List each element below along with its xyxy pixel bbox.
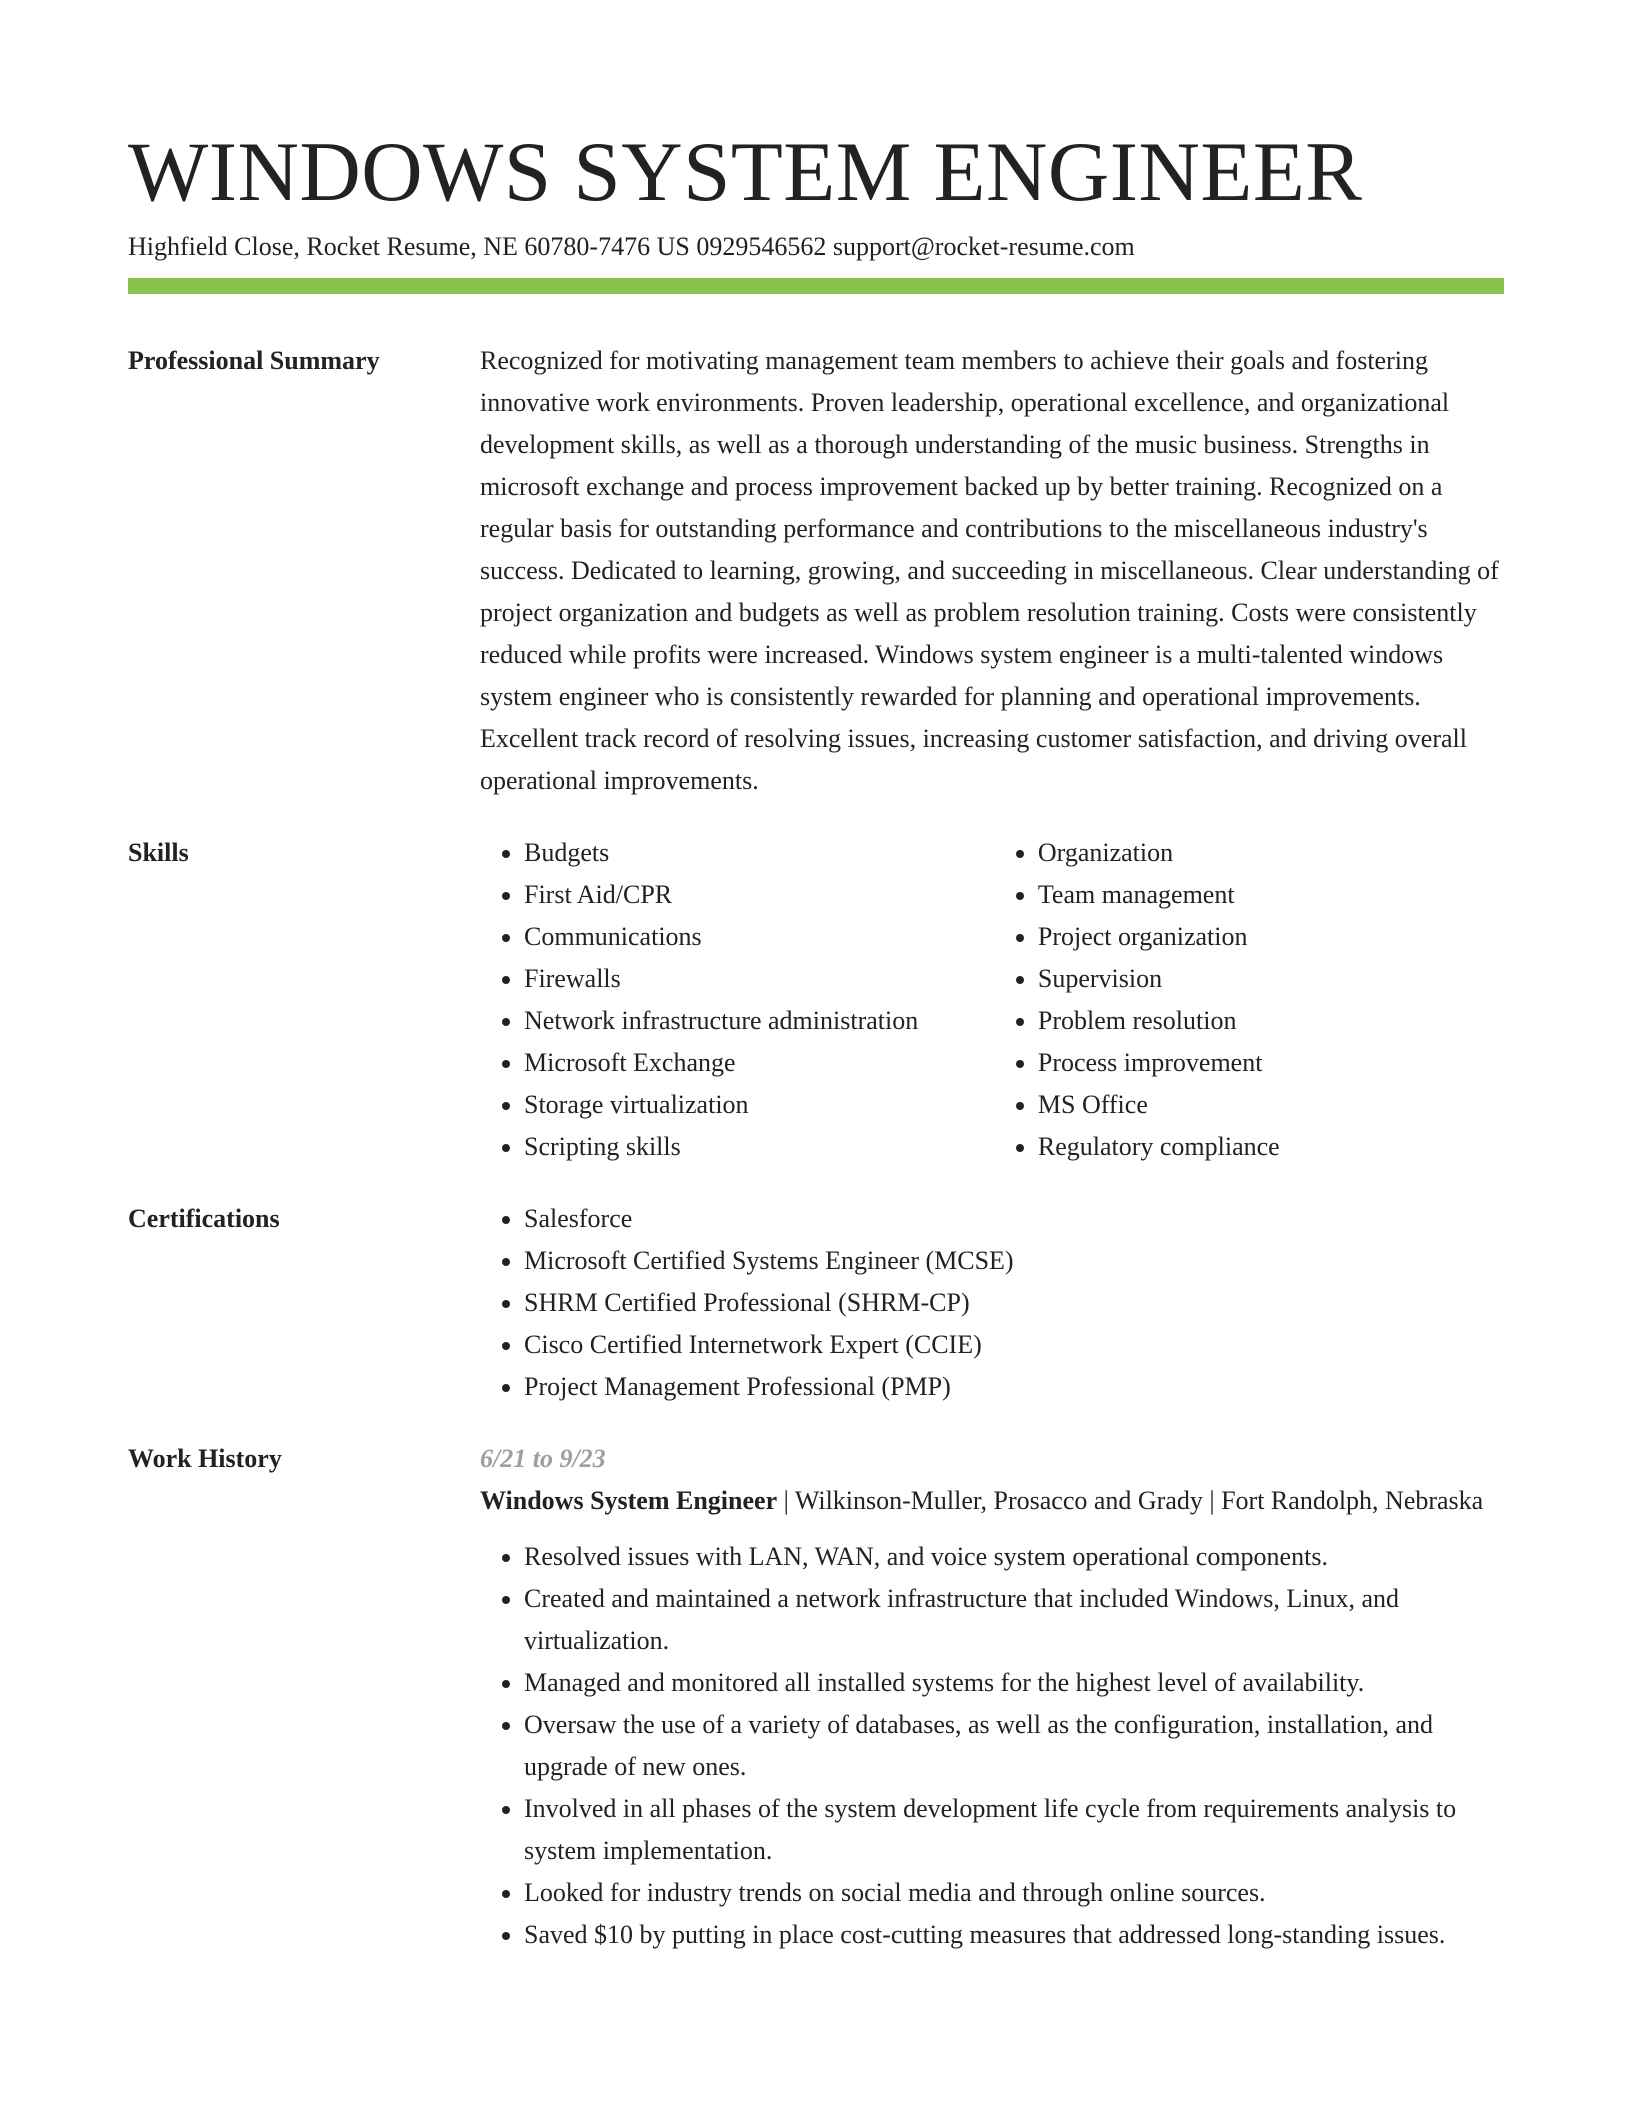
job-heading [480, 1480, 1504, 1522]
skill-item: • Storage virtualization [524, 1084, 994, 1126]
certification-item: • Project Management Professional (PMP) [524, 1366, 1504, 1408]
job-dates: 6/21 to 9/23 [480, 1444, 606, 1473]
work-history-body [480, 1438, 1504, 1956]
summary-text: Recognized for motivating management team members to achieve their goals and fostering innovative work environments. Proven leadership, operational excellence, and organizational development skills, as well as a thorough understanding of the music business. Strengths in microsoft exchange and process improvement backed up by better training. Recognized on a regular basis for outstanding performance and contributions to the miscellaneous industry's success. Dedicated to learning, growing, and succeeding in miscellaneous. Clear understanding of project organization and budgets as well as problem resolution training. Costs were consistently reduced while profits were increased. Windows system engineer is a multi-talented windows system engineer who is consistently rewarded for planning and operational improvements. Excellent track record of resolving issues, increasing customer satisfaction, and driving overall operational improvements. [480, 346, 1499, 795]
section-label-summary: Professional Summary [128, 346, 380, 375]
job-bullet: • Created and maintained a network infrastructure that included Windows, Linux, and virtualization. [524, 1578, 1504, 1662]
resume-page [128, 124, 1504, 1956]
skill-item: • Project organization [1038, 916, 1504, 958]
work-history-section [128, 1438, 1504, 1956]
job-bullet: • Looked for industry trends on social media and through online sources. [524, 1872, 1504, 1914]
resume-title: WINDOWS SYSTEM ENGINEER [128, 125, 1363, 219]
job-title: Windows System Engineer [480, 1486, 778, 1515]
section-label-certifications: Certifications [128, 1204, 280, 1233]
skill-item: • Process improvement [1038, 1042, 1504, 1084]
email: support@rocket-resume.com [832, 232, 1135, 261]
skill-item: • Organization [1038, 832, 1504, 874]
job-bullet: • Saved $10 by putting in place cost-cutting measures that addressed long-standing issues. [524, 1914, 1504, 1956]
skill-item: • Supervision [1038, 958, 1504, 1000]
skills-section [128, 832, 1504, 1168]
skill-item: • Regulatory compliance [1038, 1126, 1504, 1168]
address: Highfield Close, Rocket Resume, NE 60780-7476 US [128, 232, 690, 261]
skill-item: • Firewalls [524, 958, 994, 1000]
skills-list-right [994, 832, 1504, 1168]
skill-item: • Scripting skills [524, 1126, 994, 1168]
contact-line [128, 230, 1504, 264]
header-divider [128, 278, 1504, 294]
certifications-body [480, 1198, 1504, 1408]
skill-item: • Microsoft Exchange [524, 1042, 994, 1084]
section-label-skills: Skills [128, 838, 189, 867]
skill-item: • Team management [1038, 874, 1504, 916]
certification-item: • Cisco Certified Internetwork Expert (CCIE) [524, 1324, 1504, 1366]
skill-item: • Network infrastructure administration [524, 1000, 994, 1042]
skill-item: • MS Office [1038, 1084, 1504, 1126]
skill-item: • First Aid/CPR [524, 874, 994, 916]
job-bullet: • Oversaw the use of a variety of databases, as well as the configuration, installation, and upgrade of new ones. [524, 1704, 1504, 1788]
summary-body [480, 340, 1504, 802]
job-employer-location: | Wilkinson-Muller, Prosacco and Grady | Fort Randolph, Nebraska [777, 1486, 1484, 1515]
job-bullet: • Involved in all phases of the system development life cycle from requirements analysis to system implementation. [524, 1788, 1504, 1872]
certification-item: • Salesforce [524, 1198, 1504, 1240]
certifications-list [480, 1198, 1504, 1408]
job-bullet: • Resolved issues with LAN, WAN, and voice system operational components. [524, 1536, 1504, 1578]
job-bullet: • Managed and monitored all installed systems for the highest level of availability. [524, 1662, 1504, 1704]
skills-body [480, 832, 1504, 1168]
certification-item: • SHRM Certified Professional (SHRM-CP) [524, 1282, 1504, 1324]
certification-item: • Microsoft Certified Systems Engineer (MCSE) [524, 1240, 1504, 1282]
skill-item: • Communications [524, 916, 994, 958]
section-label-work-history: Work History [128, 1444, 282, 1473]
job-bullets [480, 1536, 1504, 1956]
phone: 0929546562 [696, 232, 827, 261]
summary-section [128, 340, 1504, 802]
skill-item: • Budgets [524, 832, 994, 874]
skills-list-left [480, 832, 994, 1168]
skill-item: • Problem resolution [1038, 1000, 1504, 1042]
certifications-section [128, 1198, 1504, 1408]
